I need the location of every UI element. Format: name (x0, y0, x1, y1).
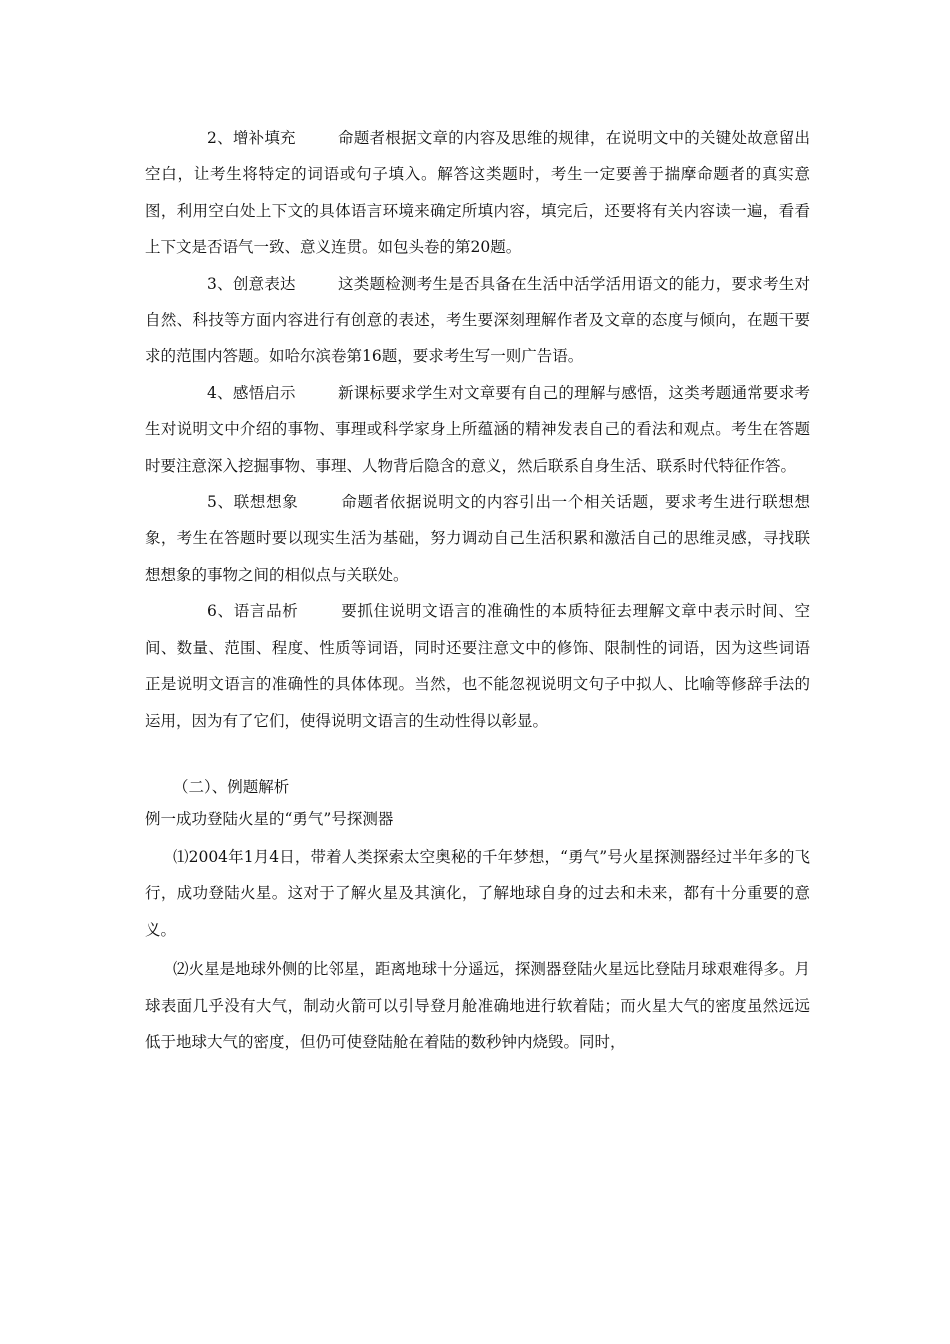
item-5-body: 命题者依据说明文的内容引出一个相关话题，要求考生进行联想想象，考生在答题时要以现实生活为基础，努力调动自己生活积累和激活自己的思维灵感，寻找联想想象的事物之间的相似点与关联处。 (145, 493, 810, 584)
item-2-paragraph (145, 120, 810, 266)
example-title: 例一成功登陆火星的“勇气”号探测器 (145, 809, 394, 828)
item-6-body: 要抓住说明文语言的准确性的本质特征去理解文章中表示时间、空间、数量、范围、程度、性质等词语，同时还要注意文中的修饰、限制性的词语，因为这些词语正是说明文语言的准确性的具体体现。当然，也不能忽视说明文句子中拟人、比喻等修辞手法的运用，因为有了它们，使得说明文语言的生动性得以彰显。 (145, 602, 810, 730)
example-paragraph-2: ⑵火星是地球外侧的比邻星，距离地球十分遥远，探测器登陆火星远比登陆月球艰难得多。月球表面几乎没有大气，制动火箭可以引导登月舱准确地进行软着陆；而火星大气的密度虽然远远低于地球大气的密度，但仍可使登陆舱在着陆的数秒钟内烧毁。同时， (145, 960, 810, 1051)
item-6-paragraph (145, 593, 810, 739)
item-3-body: 这类题检测考生是否具备在生活中活学活用语文的能力，要求考生对自然、科技等方面内容进行有创意的表述，考生要深刻理解作者及文章的态度与倾向，在题干要求的范围内答题。如哈尔滨卷第16题，要求考生写一则广告语。 (145, 274, 810, 366)
item-5-heading: 5、联想想象 (207, 493, 299, 512)
item-3-heading: 3、创意表达 (207, 274, 296, 293)
item-4-body: 新课标要求学生对文章要有自己的理解与感悟，这类考题通常要求考生对说明文中介绍的事物、事理或科学家身上所蕴涵的精神发表自己的看法和观点。考生在答题时要注意深入挖掘事物、事理、人物背后隐含的意义，然后联系自身生活、联系时代特征作答。 (145, 383, 810, 475)
item-4-paragraph (145, 375, 810, 484)
item-2-heading: 2、增补填充 (207, 129, 296, 147)
item-4-heading: 4、感悟启示 (207, 383, 296, 402)
item-2-body: 命题者根据文章的内容及思维的规律，在说明文中的关键处故意留出空白，让考生将特定的词语或句子填入。解答这类题时，考生一定要善于揣摩命题者的真实意图，利用空白处上下文的具体语言环境来确定所填内容，填完后，还要将有关内容读一遍，看看上下文是否语气一致、意义连贯。如包头卷的第20题。 (145, 129, 810, 257)
example-paragraph-1: ⑴2004年1月4日，带着人类探索太空奥秘的千年梦想，“勇气”号火星探测器经过半年多的飞行，成功登陆火星。这对于了解火星及其演化，了解地球自身的过去和未来，都有十分重要的意义。 (145, 847, 810, 939)
section-title: （二）、例题解析 (173, 777, 290, 796)
item-6-heading: 6、语言品析 (207, 602, 299, 621)
document-page (145, 120, 810, 1063)
item-3-paragraph (145, 266, 810, 375)
item-5-paragraph (145, 484, 810, 593)
